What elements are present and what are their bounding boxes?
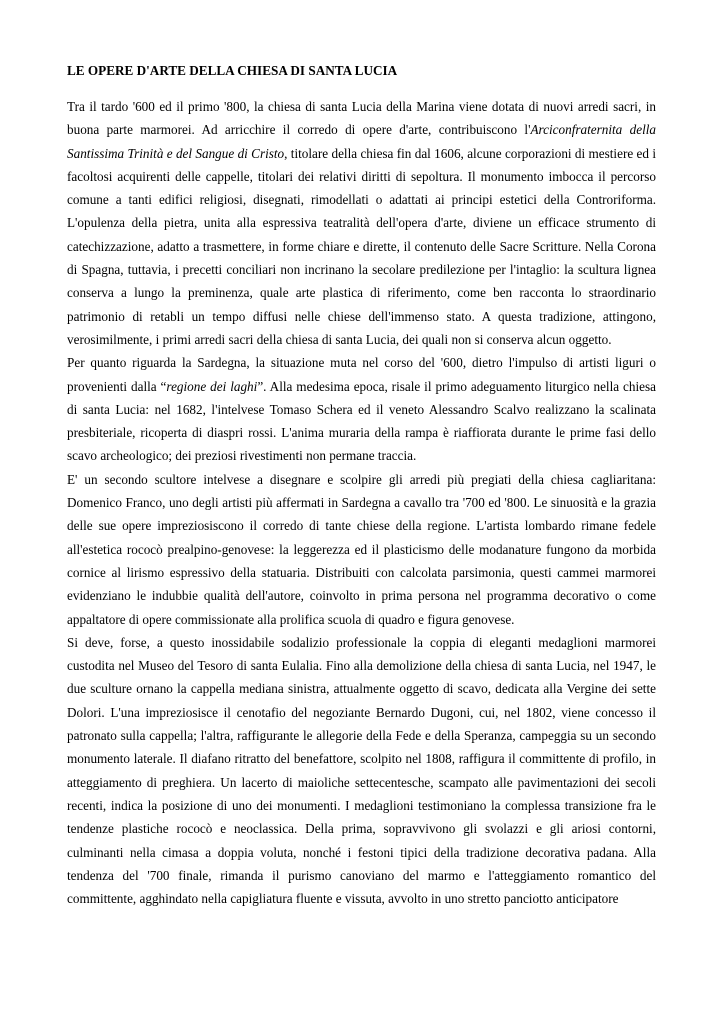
paragraph-3 — [67, 468, 656, 631]
paragraph-1-text-a: Tra il tardo '600 ed il primo '800, la chiesa di santa Lucia della Marina viene dotata di nuovi arredi sacri, in buona parte marmorei. Ad arricchire il corredo di opere d'arte, contribuiscono l' — [67, 99, 656, 138]
paragraph-1-italic-confraternity: Arciconfraternita della Santissima Trinità e del Sangue di Cristo — [67, 122, 656, 161]
paragraph-2-text-b: ”. Alla medesima epoca, risale il primo adeguamento liturgico nella chiesa di santa Lucia: nel 1682, l'intelvese Tomaso Schera ed il veneto Alessandro Scalvo realizzano la scalinata presbiteriale, ricoperta di diaspri rossi. L'anima muraria della rampa è riaffiorata durante le prime fasi dello scavo archeologico; dei preziosi rivestimenti non permane traccia. — [67, 378, 656, 464]
paragraph-4-text: Si deve, forse, a questo inossidabile sodalizio professionale la coppia di eleganti medaglioni marmorei custodita nel Museo del Tesoro di santa Eulalia. Fino alla demolizione della chiesa di santa Lucia, nel 1947, le due sculture ornano la cappella mediana sinistra, attualmente oggetto di scavo, dedicata alla Vergine dei sette Dolori. L'una impreziosisce il cenotafio del negoziante Bernardo Dugoni, cui, nel 1802, viene concesso il patronato sulla cappella; l'altra, raffigurante le allegorie della Fede e della Speranza, campeggia su un secondo monumento laterale. Il diafano ritratto del benefattore, scolpito nel 1808, raffigura il committente di profilo, in atteggiamento di preghiera. Un lacerto di maioliche settecentesche, scampato alle pavimentazioni dei secoli recenti, indica la posizione di uno dei monumenti. I medaglioni testimoniano la complessa transizione fra le tendenze plastiche rococò e neoclassica. Della prima, sopravvivono gli svolazzi e gli ariosi contorni, culminanti nella cimasa a doppia voluta, nonché i festoni tipici della tradizione decorativa padana. Alla tendenza del '700 finale, rimanda il purismo canoviano del marmo e l'atteggiamento romantico del committente, agghindato nella capigliatura fluente e vissuta, avvolto in uno stretto panciotto anticipatore — [67, 634, 656, 907]
paragraph-1 — [67, 95, 656, 351]
paragraph-3-text: E' un secondo scultore intelvese a disegnare e scolpire gli arredi più pregiati della chiesa cagliaritana: Domenico Franco, uno degli artisti più affermati in Sardegna a cavallo tra '700 ed '800. Le sinuosità e la grazia delle sue opere impreziosiscono il corredo di tante chiese della regione. L'artista lombardo rimane fedele all'estetica rococò prealpino-genovese: la leggerezza ed il plasticismo delle modanature fungono da morbida cornice al lirismo espressivo della statuaria. Distribuiti con calcolata parsimonia, questi cammei marmorei evidenziano le indubbie qualità dell'autore, coinvolto in prima persona nel programma decorativo o come appaltatore di opere commissionate alla prolifica scuola di quadro e figura genovese. — [67, 471, 656, 627]
document-title: LE OPERE D'ARTE DELLA CHIESA DI SANTA LUCIA — [67, 63, 398, 78]
paragraph-2-text-a: Per quanto riguarda la Sardegna, la situazione muta nel corso del '600, dietro l'impulso di artisti liguri o provenienti dalla “ — [67, 355, 656, 394]
document-page — [67, 62, 656, 910]
paragraph-2 — [67, 351, 656, 467]
paragraph-1-text-b: , titolare della chiesa fin dal 1606, alcune corporazioni di mestiere ed i facoltosi acquirenti delle cappelle, titolari dei relativi diritti di sepoltura. Il monumento imbocca il percorso comune a tanti edifici religiosi, disegnati, rimodellati o adattati ai principi estetici della Controriforma. L'opulenza della pietra, unita alla espressiva teatralità dell'opera d'arte, diviene un efficace strumento di catechizzazione, adatto a trasmettere, in forme chiare e dirette, il contenuto delle Sacre Scritture. Nella Corona di Spagna, tuttavia, i precetti conciliari non incrinano la secolare predilezione per l'intaglio: la scultura lignea conserva a lungo la preminenza, quale arte plastica di riferimento, come ben racconta lo straordinario patrimonio di retabli un tempo diffusi nelle chiese dell'immenso stato. A questa tradizione, attingono, verosimilmente, i primi arredi sacri della chiesa di santa Lucia, dei quali non si conserva alcun oggetto. — [67, 145, 656, 347]
paragraph-4 — [67, 631, 656, 911]
paragraph-2-italic-region: regione dei laghi — [166, 378, 258, 394]
